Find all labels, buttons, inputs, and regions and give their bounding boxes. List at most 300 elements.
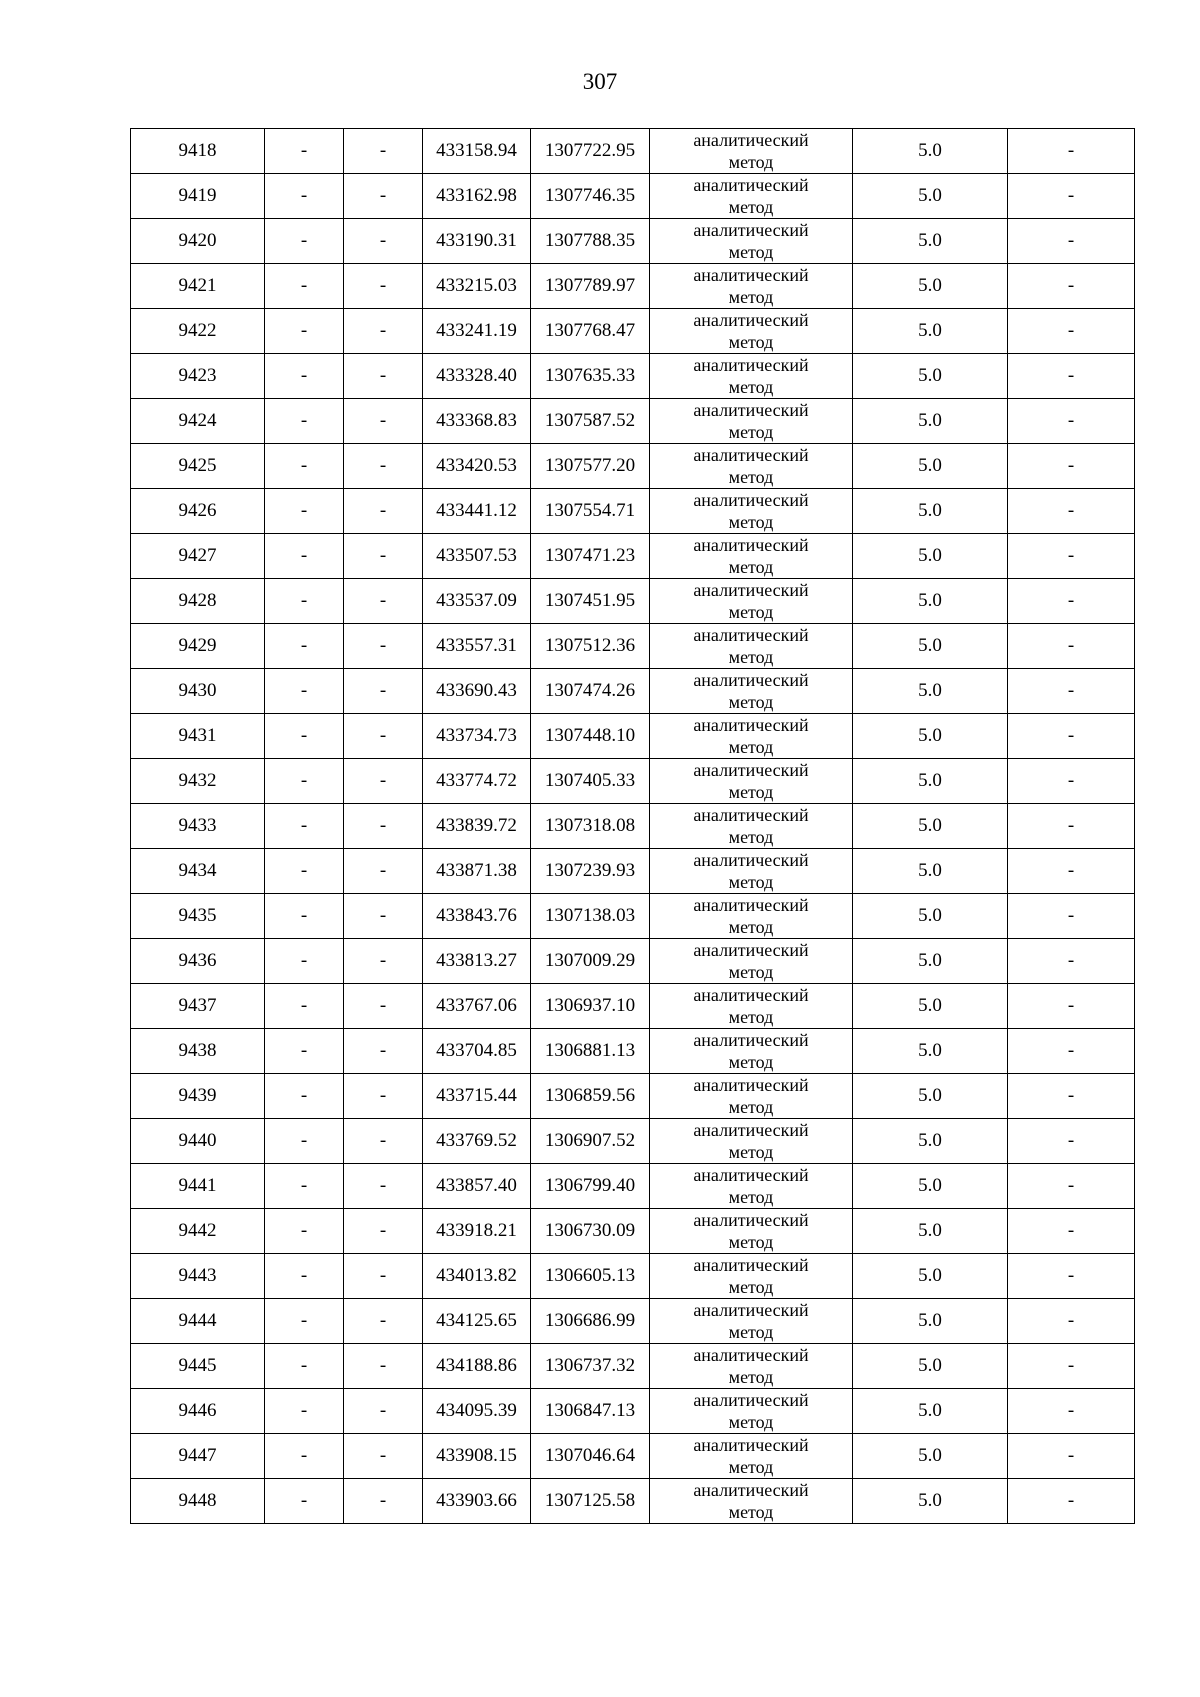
accuracy-cell: 5.0 <box>853 1029 1008 1074</box>
y-coordinate-cell: 1307239.93 <box>531 849 650 894</box>
method-line-1: аналитический <box>693 175 809 195</box>
column-3-cell: - <box>344 624 423 669</box>
method-cell <box>650 849 853 894</box>
method-line-1: аналитический <box>693 1435 809 1455</box>
table-row <box>131 264 1135 309</box>
method-line-1: аналитический <box>693 760 809 780</box>
accuracy-cell: 5.0 <box>853 1119 1008 1164</box>
column-8-cell: - <box>1008 1074 1135 1119</box>
method-line-2: метод <box>728 1007 774 1027</box>
point-number-cell: 9426 <box>131 489 265 534</box>
method-line-1: аналитический <box>693 355 809 375</box>
column-2-cell: - <box>265 444 344 489</box>
x-coordinate-cell: 433368.83 <box>423 399 531 444</box>
column-2-cell: - <box>265 849 344 894</box>
x-coordinate-cell: 433241.19 <box>423 309 531 354</box>
point-number-cell: 9441 <box>131 1164 265 1209</box>
column-2-cell: - <box>265 1254 344 1299</box>
column-2-cell: - <box>265 1434 344 1479</box>
column-8-cell: - <box>1008 219 1135 264</box>
y-coordinate-cell: 1306730.09 <box>531 1209 650 1254</box>
table-row <box>131 714 1135 759</box>
method-cell <box>650 444 853 489</box>
column-2-cell: - <box>265 1479 344 1524</box>
column-8-cell: - <box>1008 354 1135 399</box>
y-coordinate-cell: 1307046.64 <box>531 1434 650 1479</box>
table-row <box>131 174 1135 219</box>
x-coordinate-cell: 433162.98 <box>423 174 531 219</box>
method-cell <box>650 804 853 849</box>
y-coordinate-cell: 1307587.52 <box>531 399 650 444</box>
method-line-2: метод <box>728 467 774 487</box>
method-line-2: метод <box>728 827 774 847</box>
table-row <box>131 399 1135 444</box>
table-row <box>131 1344 1135 1389</box>
column-3-cell: - <box>344 1479 423 1524</box>
table-row <box>131 849 1135 894</box>
method-cell <box>650 1074 853 1119</box>
column-2-cell: - <box>265 579 344 624</box>
column-8-cell: - <box>1008 849 1135 894</box>
method-line-2: метод <box>728 152 774 172</box>
y-coordinate-cell: 1306799.40 <box>531 1164 650 1209</box>
method-line-1: аналитический <box>693 445 809 465</box>
method-cell <box>650 759 853 804</box>
point-number-cell: 9421 <box>131 264 265 309</box>
table-row <box>131 444 1135 489</box>
method-line-1: аналитический <box>693 490 809 510</box>
y-coordinate-cell: 1307471.23 <box>531 534 650 579</box>
column-3-cell: - <box>344 444 423 489</box>
point-number-cell: 9419 <box>131 174 265 219</box>
x-coordinate-cell: 434095.39 <box>423 1389 531 1434</box>
method-cell <box>650 1119 853 1164</box>
column-3-cell: - <box>344 1119 423 1164</box>
table-row <box>131 1029 1135 1074</box>
column-3-cell: - <box>344 1254 423 1299</box>
method-line-2: метод <box>728 692 774 712</box>
table-row <box>131 669 1135 714</box>
method-line-1: аналитический <box>693 1345 809 1365</box>
column-8-cell: - <box>1008 579 1135 624</box>
method-cell <box>650 1029 853 1074</box>
column-3-cell: - <box>344 174 423 219</box>
table-row <box>131 939 1135 984</box>
method-line-1: аналитический <box>693 1030 809 1050</box>
table-row <box>131 219 1135 264</box>
x-coordinate-cell: 433871.38 <box>423 849 531 894</box>
table-row <box>131 579 1135 624</box>
column-2-cell: - <box>265 489 344 534</box>
y-coordinate-cell: 1307125.58 <box>531 1479 650 1524</box>
accuracy-cell: 5.0 <box>853 1434 1008 1479</box>
column-2-cell: - <box>265 1344 344 1389</box>
accuracy-cell: 5.0 <box>853 1389 1008 1434</box>
method-line-2: метод <box>728 602 774 622</box>
accuracy-cell: 5.0 <box>853 849 1008 894</box>
method-line-2: метод <box>728 1232 774 1252</box>
point-number-cell: 9440 <box>131 1119 265 1164</box>
point-number-cell: 9427 <box>131 534 265 579</box>
column-3-cell: - <box>344 669 423 714</box>
method-cell <box>650 939 853 984</box>
column-2-cell: - <box>265 1074 344 1119</box>
page-number: 307 <box>582 69 618 94</box>
method-cell <box>650 489 853 534</box>
column-8-cell: - <box>1008 894 1135 939</box>
point-number-cell: 9432 <box>131 759 265 804</box>
method-line-1: аналитический <box>693 265 809 285</box>
column-8-cell: - <box>1008 264 1135 309</box>
accuracy-cell: 5.0 <box>853 1209 1008 1254</box>
table-row <box>131 1434 1135 1479</box>
method-line-2: метод <box>728 512 774 532</box>
method-line-2: метод <box>728 1142 774 1162</box>
x-coordinate-cell: 433704.85 <box>423 1029 531 1074</box>
column-3-cell: - <box>344 1164 423 1209</box>
column-2-cell: - <box>265 624 344 669</box>
method-line-1: аналитический <box>693 1390 809 1410</box>
column-2-cell: - <box>265 759 344 804</box>
method-line-2: метод <box>728 1097 774 1117</box>
method-line-2: метод <box>728 782 774 802</box>
column-3-cell: - <box>344 714 423 759</box>
point-number-cell: 9436 <box>131 939 265 984</box>
method-line-1: аналитический <box>693 1120 809 1140</box>
point-number-cell: 9445 <box>131 1344 265 1389</box>
table-row <box>131 309 1135 354</box>
method-cell <box>650 1434 853 1479</box>
y-coordinate-cell: 1306907.52 <box>531 1119 650 1164</box>
x-coordinate-cell: 433537.09 <box>423 579 531 624</box>
x-coordinate-cell: 434013.82 <box>423 1254 531 1299</box>
column-8-cell: - <box>1008 1479 1135 1524</box>
column-2-cell: - <box>265 1389 344 1434</box>
column-3-cell: - <box>344 264 423 309</box>
method-line-1: аналитический <box>693 805 809 825</box>
point-number-cell: 9438 <box>131 1029 265 1074</box>
x-coordinate-cell: 433767.06 <box>423 984 531 1029</box>
method-line-2: метод <box>728 332 774 352</box>
method-line-2: метод <box>728 422 774 442</box>
method-line-1: аналитический <box>693 985 809 1005</box>
y-coordinate-cell: 1306686.99 <box>531 1299 650 1344</box>
column-8-cell: - <box>1008 174 1135 219</box>
method-line-2: метод <box>728 1277 774 1297</box>
method-line-2: метод <box>728 1457 774 1477</box>
y-coordinate-cell: 1307788.35 <box>531 219 650 264</box>
accuracy-cell: 5.0 <box>853 894 1008 939</box>
column-8-cell: - <box>1008 714 1135 759</box>
column-8-cell: - <box>1008 804 1135 849</box>
method-cell <box>650 624 853 669</box>
method-line-1: аналитический <box>693 220 809 240</box>
accuracy-cell: 5.0 <box>853 1479 1008 1524</box>
x-coordinate-cell: 433420.53 <box>423 444 531 489</box>
column-3-cell: - <box>344 984 423 1029</box>
column-8-cell: - <box>1008 939 1135 984</box>
column-3-cell: - <box>344 534 423 579</box>
y-coordinate-cell: 1307635.33 <box>531 354 650 399</box>
x-coordinate-cell: 434188.86 <box>423 1344 531 1389</box>
table-row <box>131 534 1135 579</box>
method-line-2: метод <box>728 737 774 757</box>
point-number-cell: 9442 <box>131 1209 265 1254</box>
x-coordinate-cell: 433190.31 <box>423 219 531 264</box>
method-cell <box>650 1209 853 1254</box>
column-8-cell: - <box>1008 1209 1135 1254</box>
method-line-1: аналитический <box>693 670 809 690</box>
y-coordinate-cell: 1307722.95 <box>531 129 650 174</box>
column-3-cell: - <box>344 1029 423 1074</box>
x-coordinate-cell: 433328.40 <box>423 354 531 399</box>
column-3-cell: - <box>344 129 423 174</box>
method-line-2: метод <box>728 197 774 217</box>
point-number-cell: 9422 <box>131 309 265 354</box>
column-3-cell: - <box>344 1074 423 1119</box>
accuracy-cell: 5.0 <box>853 1074 1008 1119</box>
y-coordinate-cell: 1307512.36 <box>531 624 650 669</box>
column-3-cell: - <box>344 1434 423 1479</box>
column-3-cell: - <box>344 759 423 804</box>
point-number-cell: 9446 <box>131 1389 265 1434</box>
y-coordinate-cell: 1307577.20 <box>531 444 650 489</box>
method-cell <box>650 894 853 939</box>
y-coordinate-cell: 1307138.03 <box>531 894 650 939</box>
point-number-cell: 9428 <box>131 579 265 624</box>
method-line-2: метод <box>728 1322 774 1342</box>
column-2-cell: - <box>265 264 344 309</box>
point-number-cell: 9439 <box>131 1074 265 1119</box>
method-cell <box>650 354 853 399</box>
method-line-2: метод <box>728 1052 774 1072</box>
column-8-cell: - <box>1008 1344 1135 1389</box>
table-row <box>131 759 1135 804</box>
column-2-cell: - <box>265 939 344 984</box>
y-coordinate-cell: 1306937.10 <box>531 984 650 1029</box>
method-cell <box>650 984 853 1029</box>
method-line-1: аналитический <box>693 940 809 960</box>
method-line-2: метод <box>728 1367 774 1387</box>
table-row <box>131 129 1135 174</box>
method-line-1: аналитический <box>693 715 809 735</box>
method-cell <box>650 534 853 579</box>
x-coordinate-cell: 433441.12 <box>423 489 531 534</box>
point-number-cell: 9444 <box>131 1299 265 1344</box>
column-2-cell: - <box>265 534 344 579</box>
table-row <box>131 1074 1135 1119</box>
column-8-cell: - <box>1008 399 1135 444</box>
method-line-2: метод <box>728 242 774 262</box>
y-coordinate-cell: 1306859.56 <box>531 1074 650 1119</box>
method-line-1: аналитический <box>693 1300 809 1320</box>
accuracy-cell: 5.0 <box>853 1344 1008 1389</box>
table-row <box>131 1479 1135 1524</box>
x-coordinate-cell: 433557.31 <box>423 624 531 669</box>
accuracy-cell: 5.0 <box>853 624 1008 669</box>
method-line-2: метод <box>728 1187 774 1207</box>
method-line-1: аналитический <box>693 895 809 915</box>
method-cell <box>650 1299 853 1344</box>
table-row <box>131 894 1135 939</box>
point-number-cell: 9443 <box>131 1254 265 1299</box>
method-line-1: аналитический <box>693 1075 809 1095</box>
column-2-cell: - <box>265 984 344 1029</box>
accuracy-cell: 5.0 <box>853 354 1008 399</box>
column-2-cell: - <box>265 1164 344 1209</box>
x-coordinate-cell: 433774.72 <box>423 759 531 804</box>
point-number-cell: 9418 <box>131 129 265 174</box>
x-coordinate-cell: 433903.66 <box>423 1479 531 1524</box>
column-2-cell: - <box>265 219 344 264</box>
column-8-cell: - <box>1008 1299 1135 1344</box>
column-3-cell: - <box>344 939 423 984</box>
x-coordinate-cell: 433507.53 <box>423 534 531 579</box>
point-number-cell: 9424 <box>131 399 265 444</box>
accuracy-cell: 5.0 <box>853 309 1008 354</box>
point-number-cell: 9423 <box>131 354 265 399</box>
column-3-cell: - <box>344 309 423 354</box>
method-line-2: метод <box>728 377 774 397</box>
x-coordinate-cell: 433908.15 <box>423 1434 531 1479</box>
method-cell <box>650 219 853 264</box>
method-cell <box>650 1164 853 1209</box>
accuracy-cell: 5.0 <box>853 444 1008 489</box>
accuracy-cell: 5.0 <box>853 1254 1008 1299</box>
column-2-cell: - <box>265 129 344 174</box>
column-3-cell: - <box>344 489 423 534</box>
column-2-cell: - <box>265 1029 344 1074</box>
column-8-cell: - <box>1008 534 1135 579</box>
column-8-cell: - <box>1008 1164 1135 1209</box>
x-coordinate-cell: 433158.94 <box>423 129 531 174</box>
y-coordinate-cell: 1307448.10 <box>531 714 650 759</box>
accuracy-cell: 5.0 <box>853 219 1008 264</box>
x-coordinate-cell: 433769.52 <box>423 1119 531 1164</box>
accuracy-cell: 5.0 <box>853 939 1008 984</box>
column-3-cell: - <box>344 1299 423 1344</box>
method-cell <box>650 579 853 624</box>
point-number-cell: 9447 <box>131 1434 265 1479</box>
coordinates-table <box>130 128 1135 1524</box>
point-number-cell: 9420 <box>131 219 265 264</box>
method-line-1: аналитический <box>693 1480 809 1500</box>
column-8-cell: - <box>1008 1029 1135 1074</box>
x-coordinate-cell: 433215.03 <box>423 264 531 309</box>
method-line-1: аналитический <box>693 535 809 555</box>
column-3-cell: - <box>344 1389 423 1434</box>
method-cell <box>650 399 853 444</box>
column-8-cell: - <box>1008 489 1135 534</box>
column-3-cell: - <box>344 354 423 399</box>
x-coordinate-cell: 433843.76 <box>423 894 531 939</box>
table-body <box>131 129 1135 1524</box>
accuracy-cell: 5.0 <box>853 579 1008 624</box>
y-coordinate-cell: 1306847.13 <box>531 1389 650 1434</box>
method-cell <box>650 264 853 309</box>
method-cell <box>650 174 853 219</box>
column-3-cell: - <box>344 399 423 444</box>
method-line-2: метод <box>728 872 774 892</box>
accuracy-cell: 5.0 <box>853 534 1008 579</box>
column-2-cell: - <box>265 894 344 939</box>
method-line-1: аналитический <box>693 1210 809 1230</box>
column-8-cell: - <box>1008 984 1135 1029</box>
accuracy-cell: 5.0 <box>853 759 1008 804</box>
table-row <box>131 1209 1135 1254</box>
accuracy-cell: 5.0 <box>853 129 1008 174</box>
column-8-cell: - <box>1008 759 1135 804</box>
column-8-cell: - <box>1008 669 1135 714</box>
accuracy-cell: 5.0 <box>853 399 1008 444</box>
column-8-cell: - <box>1008 1119 1135 1164</box>
column-8-cell: - <box>1008 444 1135 489</box>
column-8-cell: - <box>1008 1389 1135 1434</box>
x-coordinate-cell: 433715.44 <box>423 1074 531 1119</box>
x-coordinate-cell: 433734.73 <box>423 714 531 759</box>
accuracy-cell: 5.0 <box>853 264 1008 309</box>
point-number-cell: 9434 <box>131 849 265 894</box>
accuracy-cell: 5.0 <box>853 1164 1008 1209</box>
x-coordinate-cell: 433839.72 <box>423 804 531 849</box>
column-3-cell: - <box>344 894 423 939</box>
method-cell <box>650 714 853 759</box>
method-line-1: аналитический <box>693 625 809 645</box>
point-number-cell: 9431 <box>131 714 265 759</box>
y-coordinate-cell: 1307746.35 <box>531 174 650 219</box>
method-cell <box>650 309 853 354</box>
method-line-1: аналитический <box>693 1255 809 1275</box>
accuracy-cell: 5.0 <box>853 1299 1008 1344</box>
column-3-cell: - <box>344 579 423 624</box>
accuracy-cell: 5.0 <box>853 714 1008 759</box>
y-coordinate-cell: 1307451.95 <box>531 579 650 624</box>
column-2-cell: - <box>265 174 344 219</box>
method-line-2: метод <box>728 287 774 307</box>
accuracy-cell: 5.0 <box>853 804 1008 849</box>
table-row <box>131 1164 1135 1209</box>
table-row <box>131 1254 1135 1299</box>
table-row <box>131 1119 1135 1164</box>
method-cell <box>650 1254 853 1299</box>
y-coordinate-cell: 1306881.13 <box>531 1029 650 1074</box>
column-3-cell: - <box>344 1209 423 1254</box>
accuracy-cell: 5.0 <box>853 174 1008 219</box>
table-row <box>131 804 1135 849</box>
table-row <box>131 984 1135 1029</box>
column-2-cell: - <box>265 714 344 759</box>
column-2-cell: - <box>265 1299 344 1344</box>
table-row <box>131 354 1135 399</box>
y-coordinate-cell: 1307009.29 <box>531 939 650 984</box>
method-line-2: метод <box>728 962 774 982</box>
point-number-cell: 9433 <box>131 804 265 849</box>
point-number-cell: 9429 <box>131 624 265 669</box>
table-row <box>131 489 1135 534</box>
method-cell <box>650 129 853 174</box>
method-cell <box>650 1344 853 1389</box>
x-coordinate-cell: 433918.21 <box>423 1209 531 1254</box>
x-coordinate-cell: 434125.65 <box>423 1299 531 1344</box>
column-2-cell: - <box>265 1119 344 1164</box>
x-coordinate-cell: 433690.43 <box>423 669 531 714</box>
table-row <box>131 1389 1135 1434</box>
method-cell <box>650 669 853 714</box>
point-number-cell: 9430 <box>131 669 265 714</box>
method-line-2: метод <box>728 557 774 577</box>
method-line-1: аналитический <box>693 130 809 150</box>
method-line-1: аналитический <box>693 850 809 870</box>
